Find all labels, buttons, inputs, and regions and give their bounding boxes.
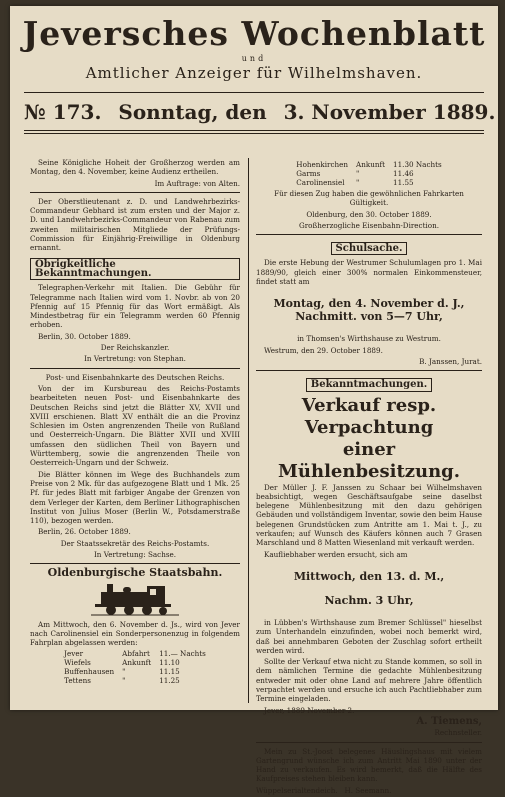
dateline-rule-double bbox=[24, 133, 484, 134]
telegraph-signature-title: Der Reichskanzler. bbox=[100, 343, 170, 353]
timetable bbox=[60, 649, 210, 685]
sale-text: Der Müller J. F. Janssen zu Schaar bei Wilhelmshaven beabsichtigt, wegen Geschäftsaufgabe seine daselbst belegene Mühlenbesitzung mit den dazu gehörigen Gebäuden und vollständigem Inventar, sowie den beim Hause belegenen Grundstücken zum Antritte am 1. Mai t. J., zu verkaufen; auf Wunsch des Käufers können auch 7 Grasen Marschland und 8 Matten Wiesenland mit verkauft werden. bbox=[256, 482, 482, 548]
telegraph-signature: In Vertretung: von Stephan. bbox=[84, 354, 186, 364]
station: Wiefels bbox=[64, 658, 91, 668]
locomotive-icon bbox=[87, 582, 183, 616]
postal-date: Berlin, 26. October 1889. bbox=[38, 527, 131, 537]
time: 11.55 bbox=[393, 178, 414, 187]
school-place: in Thomsen's Wirthshause zu Westrum. bbox=[297, 334, 441, 344]
station: Hohenkirchen bbox=[296, 160, 349, 169]
station: Tettens bbox=[64, 676, 91, 686]
postal-map-text: Von der im Kursbureau des Reichs-Postamts bearbeiteten neuen Post- und Eisenbahnkarte des Deutschen Reichs sind jetzt die Blätter XV, XVII und XVIII erschienen. Blatt XV enthält die an die Provinz Schlesien im Osten angrenzenden Theile von Rußland und Oesterreich-Ungarn. Die Blätter XVII und XVIII umfassen den südlichen Theil von Bayern und Württemberg, sowie die angrenzenden Theile von Oesterreich-Ungarn und der Schweiz. bbox=[30, 383, 240, 468]
separator bbox=[256, 742, 482, 743]
official-notices-heading: Obrigkeitliche Bekanntmachungen. bbox=[30, 258, 240, 281]
mode: Ankunft bbox=[122, 658, 152, 668]
time: 11.46 bbox=[393, 169, 414, 178]
table-row bbox=[292, 178, 445, 187]
house-place: Wüppelserialtendeich. bbox=[256, 785, 338, 795]
telegraph-notice: Telegraphen-Verkehr mit Italien. Die Gebühr für Telegramme nach Italien wird vom 1. Novbr. ab von 20 Pfennig auf 15 Pfennig für das Wort ermäßigt. Als Mindestbetrag für ein Telegramm werden 60 Pfennig erhoben. bbox=[30, 283, 240, 330]
issue-number: № 173. bbox=[24, 100, 102, 124]
sale-date-2: Nachm. 3 Uhr, bbox=[324, 593, 414, 607]
school-text: Die erste Hebung der Westrumer Schulumlagen pro 1. Mai 1889/90, gleich einer 300% normalen Einkommensteuer, findet statt am bbox=[256, 258, 482, 287]
time: 11.25 bbox=[159, 676, 180, 686]
newspaper-page bbox=[10, 6, 498, 795]
house-signature-line bbox=[256, 786, 482, 795]
separator bbox=[256, 234, 482, 235]
time: 11.30 Nachts bbox=[393, 160, 442, 169]
newspaper-subtitle: Amtlicher Anzeiger für Wilhelmshaven. bbox=[85, 64, 423, 82]
time: 11.15 bbox=[159, 667, 180, 677]
mode: " bbox=[122, 676, 126, 686]
postal-map-text-2: Die Blätter können im Wege des Buchhandels zum Preise von 2 Mk. für das aufgezogene Blatt und 1 Mk. 25 Pf. für jedes Blatt mit farbiger Angabe der Grenzen von dem Verleger der Karten, dem Berliner Lithographischen Institut von Julius Moser (Berlin W., Potsdamerstraße 110), bezogen werden. bbox=[30, 469, 240, 526]
house-signature: H. Seemann. bbox=[344, 785, 392, 795]
column-divider bbox=[248, 158, 249, 703]
separator bbox=[30, 563, 240, 564]
table-row bbox=[292, 169, 445, 178]
fare-note: Für diesen Zug haben die gewöhnlichen Fahrkarten Gültigkeit. bbox=[274, 189, 464, 208]
table-row bbox=[60, 676, 210, 685]
left-column bbox=[30, 158, 240, 687]
sale-date-1: Mittwoch, den 13. d. M., bbox=[293, 569, 445, 583]
separator bbox=[256, 370, 482, 371]
issue-date: 3. November 1889. bbox=[283, 100, 496, 124]
sale-signature: A. Tiemens, bbox=[416, 715, 482, 727]
royal-notice: Seine Königliche Hoheit der Großherzog werden am Montag, den 4. November, keine Audienz ertheilen. bbox=[30, 158, 240, 177]
mode: Ankunft bbox=[356, 160, 386, 169]
railway-heading: Oldenburgische Staatsbahn. bbox=[47, 566, 223, 580]
railway-text: Am Mittwoch, den 6. November d. Js., wird von Jever nach Carolinensiel ein Sonderpersonenzug in folgendem Fahrplan abgelassen werden: bbox=[30, 619, 240, 648]
station: Carolinensiel bbox=[296, 178, 345, 187]
announcements-heading: Bekanntmachungen. bbox=[306, 378, 432, 391]
dateline bbox=[24, 100, 496, 128]
sale-title-line-1: Verkauf resp. Verpachtung bbox=[301, 394, 437, 438]
dateline-rule bbox=[24, 130, 484, 131]
railway-signature: Großherzogliche Eisenbahn-Direction. bbox=[298, 220, 440, 230]
station: Jever bbox=[64, 649, 84, 659]
school-signature-date: Westrum, den 29. October 1889. bbox=[264, 345, 383, 355]
postal-signature-title: Der Staatssekretär des Reichs-Postamts. bbox=[60, 538, 210, 548]
time: 11.10 bbox=[159, 658, 180, 668]
school-date: Montag, den 4. November d. J., Nachmitt. von 5—7 Uhr, bbox=[273, 297, 465, 324]
mode: " bbox=[122, 667, 126, 677]
sale-place: Jever, 1889 November 2. bbox=[264, 705, 355, 715]
royal-signature: Im Auftrage: von Alten. bbox=[154, 178, 240, 188]
table-row bbox=[292, 160, 445, 169]
table-row bbox=[60, 667, 210, 676]
school-heading: Schulsache. bbox=[331, 242, 408, 255]
separator bbox=[30, 192, 240, 193]
newspaper-title: Jeversches Wochenblatt bbox=[22, 14, 486, 53]
timetable-continued bbox=[292, 160, 445, 187]
sale-title-line-2: einer Mühlenbesitzung. bbox=[277, 438, 461, 482]
table-row bbox=[60, 649, 210, 658]
separator bbox=[30, 368, 240, 369]
station: Buffenhausen bbox=[64, 667, 115, 677]
title-und: und bbox=[241, 54, 267, 63]
right-column bbox=[256, 158, 482, 797]
time: 11.— Nachts bbox=[159, 649, 206, 659]
mode: Abfahrt bbox=[122, 649, 150, 659]
sale-text-4: Sollte der Verkauf etwa nicht zu Stande kommen, so soll in dem nämlichen Termine die gedachte Mühlenbesitzung entweder mit oder ohne Land auf mehrere Jahre öffentlich verpachtet werden und ersuche ich auch Pachtliebhaber zum Termine eingeladen. bbox=[256, 657, 482, 704]
house-text: Mein zu St.-Joost belegenes Häuslingshaus mit vielem Gartengrund wünsche ich zum Antritt Mai 1890 unter der Hand zu verkaufen. Es wird bemerkt, daß die Hälfte des Kaufpreises stehen bleiben kann. bbox=[256, 746, 482, 784]
military-notice: Der Oberstlieutenant z. D. und Landwehrbezirks-Commandeur Gebhard ist zum ersten und der Major z. D. und Landwehrbezirks-Commandeur von Rabenau zum zweiten militairischen Mitgliede der Prüfungs-Commission für Einjährig-Freiwillige in Oldenburg ernannt. bbox=[30, 196, 240, 253]
masthead-rule bbox=[24, 92, 484, 93]
table-row bbox=[60, 658, 210, 667]
mode: " bbox=[356, 169, 360, 178]
mode: " bbox=[356, 178, 360, 187]
station: Garms bbox=[296, 169, 321, 178]
sale-text-3: in Lübben's Wirthshause zum Bremer Schlüssel" hieselbst zum Unterhandeln einzufinden, wobei noch bemerkt wird, daß bei annehmbaren Geboten der Zuschlag sofort ertheilt werden wird. bbox=[256, 617, 482, 655]
postal-signature: In Vertretung: Sachse. bbox=[93, 549, 177, 559]
telegraph-date: Berlin, 30. October 1889. bbox=[38, 331, 131, 341]
sale-text-2: Kaufliebhaber werden ersucht, sich am bbox=[264, 549, 408, 559]
issue-weekday: Sonntag, den bbox=[118, 100, 267, 124]
postal-map-heading: Post- und Eisenbahnkarte des Deutschen Reichs. bbox=[45, 372, 225, 382]
railway-date: Oldenburg, den 30. October 1889. bbox=[306, 209, 432, 219]
school-signature: B. Janssen, Jurat. bbox=[419, 356, 482, 366]
sale-signature-title: Rechnsteller. bbox=[434, 728, 482, 738]
